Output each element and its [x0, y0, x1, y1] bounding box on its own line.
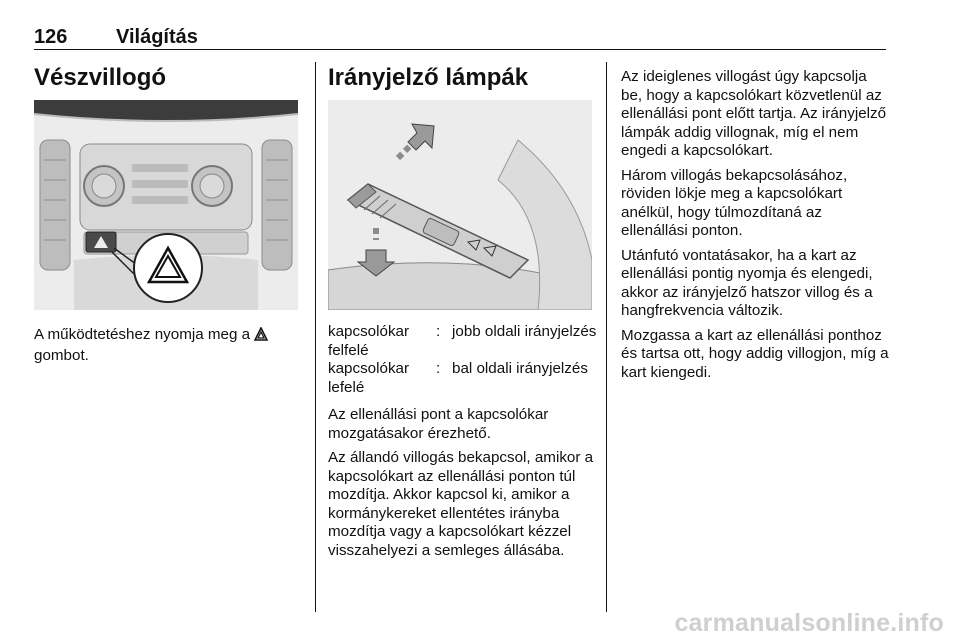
paragraph: Mozgassa a kart az ellenállási ponthoz és tartsa ott, hogy addig villogjon, míg a kart kiengedi. [621, 326, 889, 381]
right-column-text [621, 68, 889, 388]
hazard-warning-triangle-icon [254, 327, 268, 347]
lever-drawing [328, 100, 592, 310]
section-title-hazard: Vészvillogó [34, 64, 167, 91]
table-row [328, 360, 598, 397]
turn-signal-lever-illustration [328, 100, 592, 310]
column-divider-1 [315, 62, 316, 612]
page-header [34, 26, 886, 48]
signal-direction-table [328, 323, 598, 397]
table-term: kapcsolókar lefelé [328, 360, 410, 396]
table-term: kapcsolókar felfelé [328, 323, 410, 359]
paragraph: Utánfutó vontatásakor, ha a kart az ellenállási pontig nyomja és elengedi, akkor az irányjelző hatszor villog és a hangfrekvencia változik. [621, 246, 873, 319]
table-separator: : [436, 323, 441, 340]
column-divider-2 [606, 62, 607, 612]
table-value: jobb oldali irányjelzés [452, 323, 597, 340]
header-rule [34, 49, 886, 50]
hazard-switch-illustration [34, 100, 298, 310]
chapter-title: Világítás [116, 26, 198, 48]
paragraph: Három villogás bekapcsolásához, röviden lökje meg a kapcsolókart anélkül, hogy túlmozdítaná az ellenállási ponton. [621, 166, 848, 239]
watermark: carmanualsonline.info [674, 609, 944, 637]
table-row [328, 323, 598, 360]
hazard-instruction [34, 326, 304, 365]
table-value: bal oldali irányjelzés [452, 360, 588, 377]
turn-signal-text [328, 406, 594, 566]
section-title-turn-signals: Irányjelző lámpák [328, 64, 529, 91]
paragraph: Az állandó villogás bekapcsol, amikor a kapcsolókart az ellenállási ponton túl mozdítja. Akkor kapcsol ki, amikor a kormánykereket ellentétes irányba mozdítja vagy a kapcsolókart kézzel visszahelyezi a semleges állásába. [328, 449, 594, 559]
dashboard-drawing [34, 100, 298, 310]
table-separator: : [436, 360, 441, 377]
hazard-instruction-end: gombot. [34, 346, 89, 364]
page-number: 126 [34, 26, 68, 48]
paragraph: Az ellenállási pont a kapcsolókar mozgatásakor érezhető. [328, 406, 549, 442]
paragraph: Az ideiglenes villogást úgy kapcsolja be, hogy a kapcsolókart közvetlenül az ellenállási pont előtt tartja. Az irányjelző lámpák addig villognak, míg el nem engedi a kapcsolókart. [621, 68, 887, 159]
hazard-instruction-text: A működtetéshez nyomja meg a [34, 326, 251, 343]
